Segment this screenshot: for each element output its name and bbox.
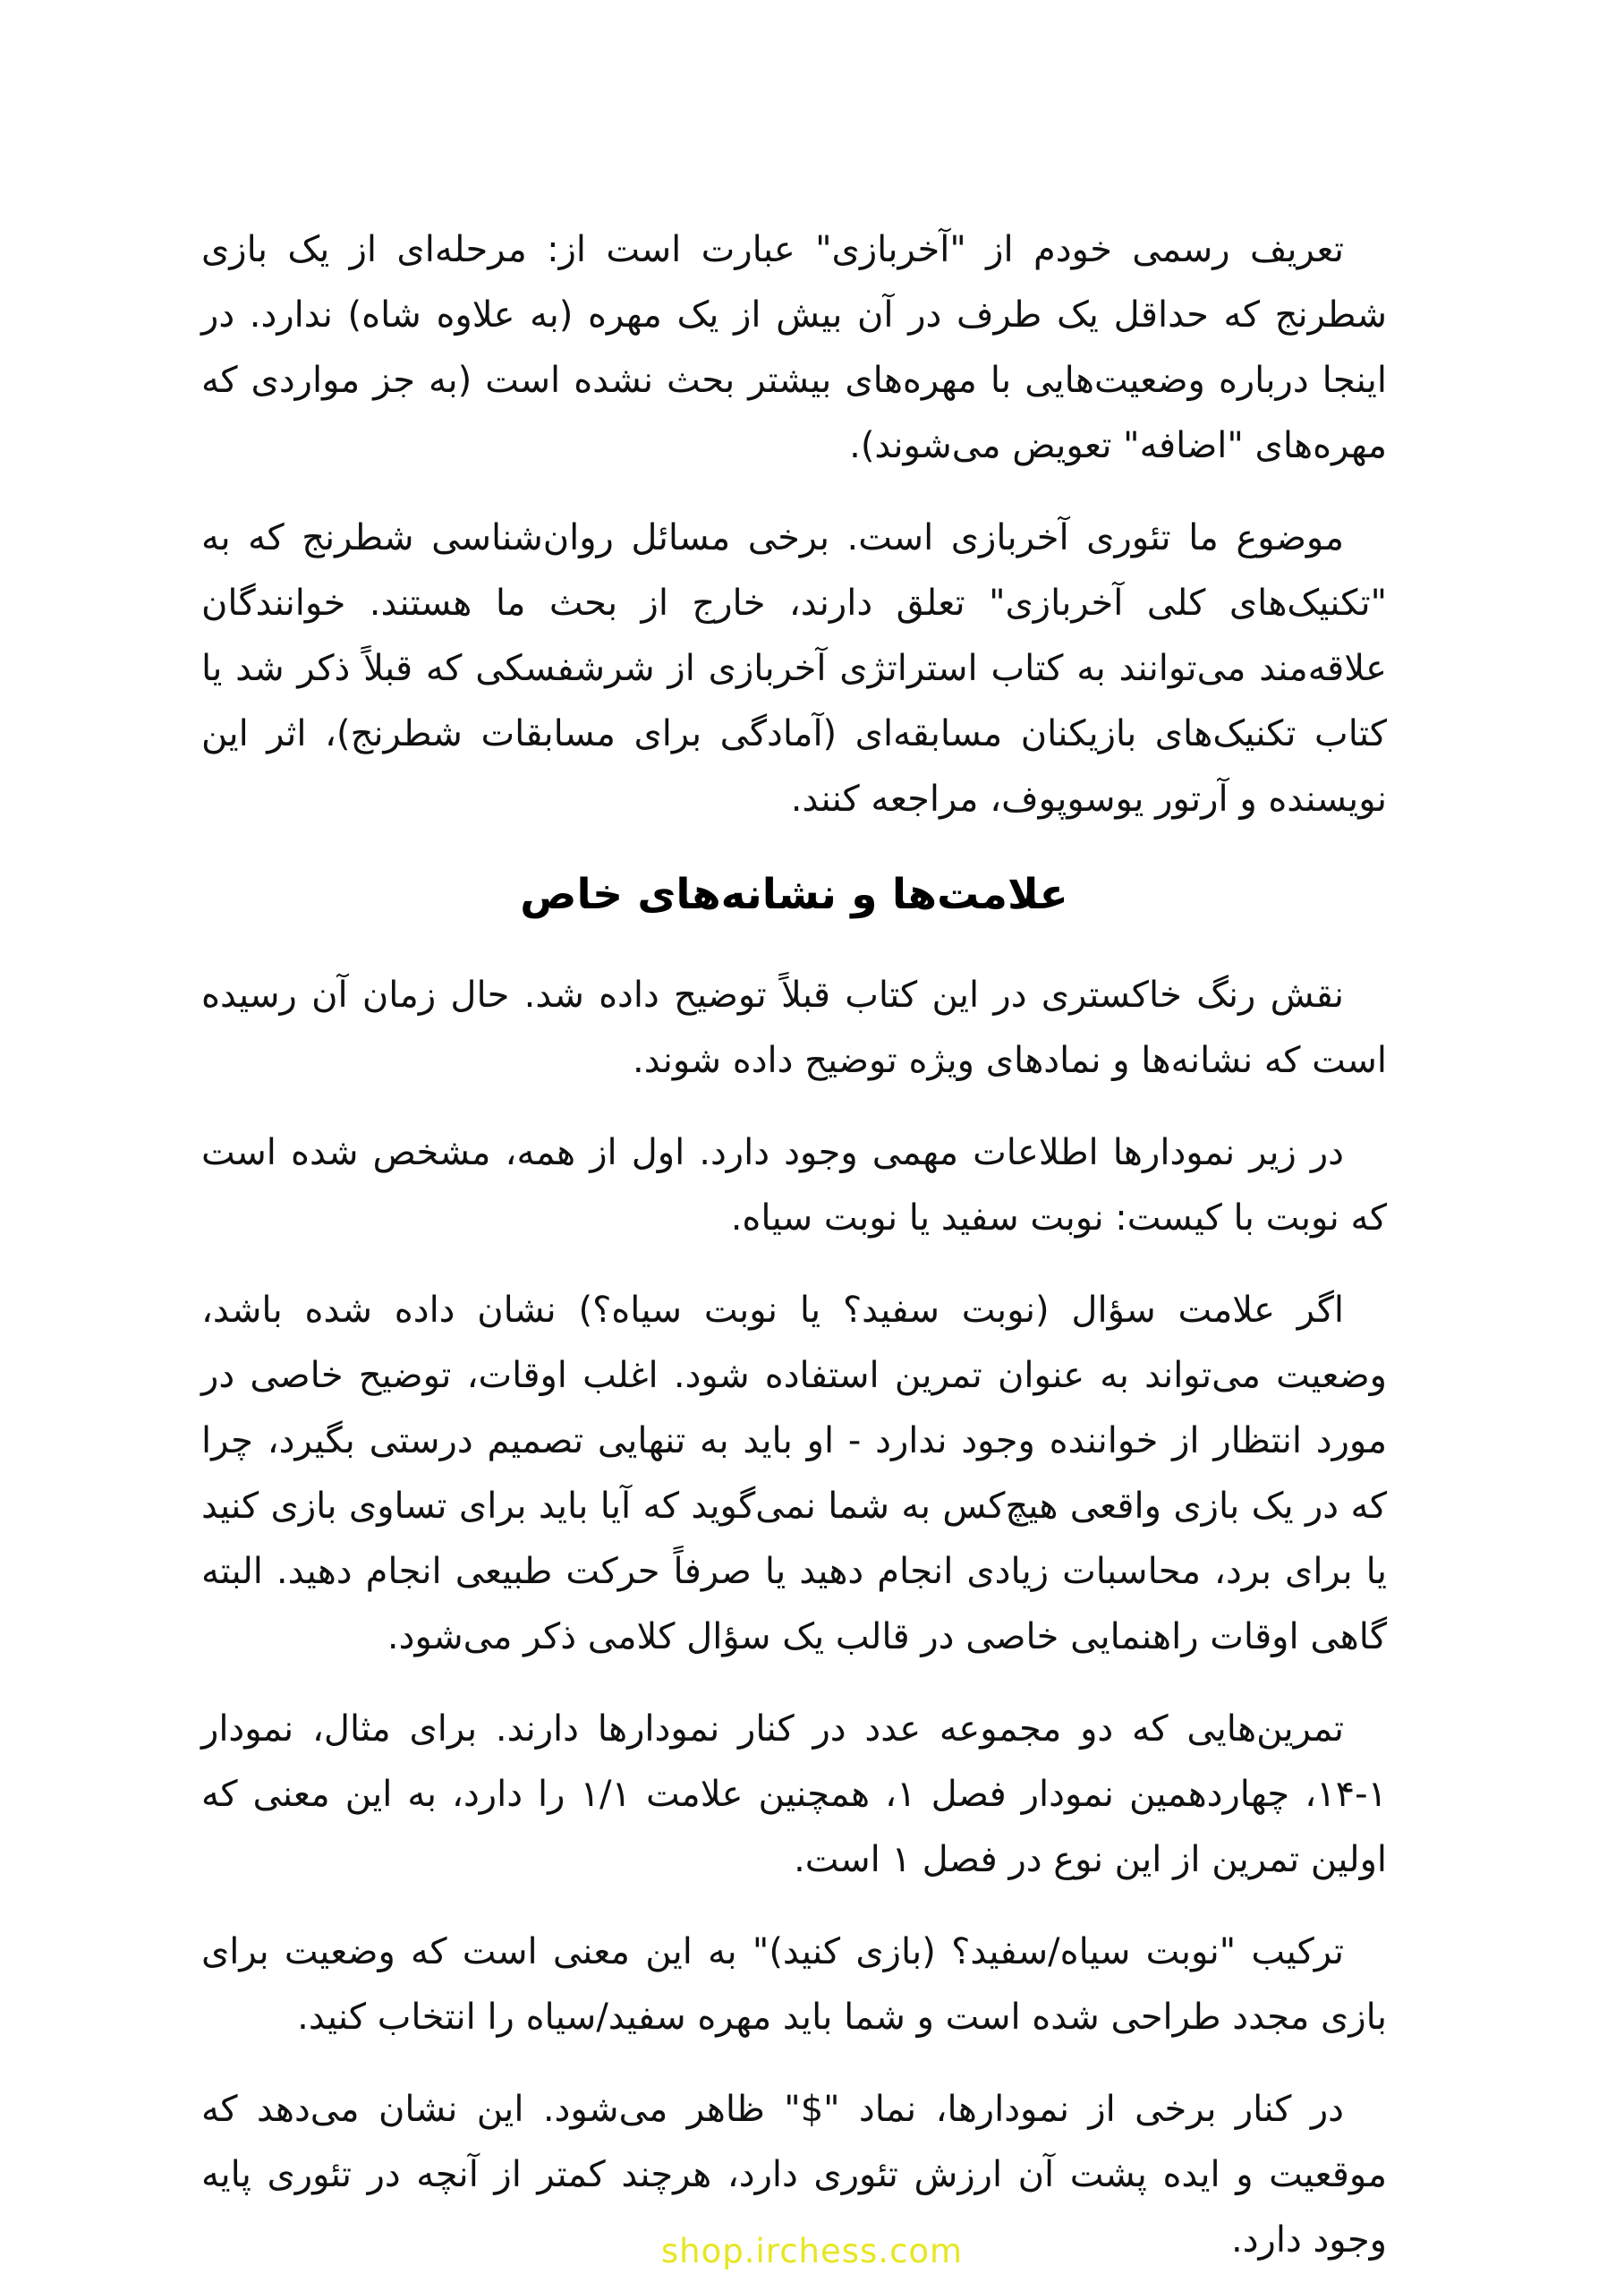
body-paragraph: تعریف رسمی خودم از "آخربازی" عبارت است از: مرحله‌ای از یک بازی شطرنج که حداقل یک طرف در آن بیش از یک مهره (به علاوه شاه) ندارد. در اینجا درباره وضعیت‌هایی با مهره‌های بیشتر بحث نشده است (به جز مواردی که مهره‌های "اضافه" تعویض می‌شوند). xyxy=(201,229,1387,466)
document-body xyxy=(201,217,1387,2291)
page-footer xyxy=(0,2232,1624,2271)
body-paragraph: در کنار برخی از نمودارها، نماد "$" ظاهر می‌شود. این نشان می‌دهد که موقعیت و ایده پشت آن ارزش تئوری دارد، هرچند کمتر از آنچه در تئوری پایه وجود دارد. xyxy=(201,2089,1387,2261)
body-paragraph: اگر علامت سؤال (نوبت سفید؟ یا نوبت سیاه؟) نشان داده شده باشد، وضعیت می‌تواند به عنوان تمرین استفاده شود. اغلب اوقات، توضیح خاصی در مورد انتظار از خواننده وجود ندارد - او باید به تنهایی تصمیم درستی بگیرد، چرا که در یک بازی واقعی هیچ‌کس به شما نمی‌گوید که آیا باید برای تساوی بازی کنید یا برای برد، محاسبات زیادی انجام دهید یا صرفاً حرکت طبیعی انجام دهید. البته گاهی اوقات راهنمایی خاصی در قالب یک سؤال کلامی ذکر می‌شود. xyxy=(201,1290,1387,1657)
section-heading: علامت‌ها و نشانه‌های خاص xyxy=(520,870,1068,919)
body-paragraph: تمرین‌هایی که دو مجموعه عدد در کنار نمودارها دارند. برای مثال، نمودار ۱-۱۴، چهاردهمین نمودار فصل ۱، همچنین علامت ۱/۱ را دارد، به این معنی که اولین تمرین از این نوع در فصل ۱ است. xyxy=(201,1708,1388,1880)
body-paragraph: نقش رنگ خاکستری در این کتاب قبلاً توضیح داده شد. حال زمان آن رسیده است که نشانه‌ها و نمادهای ویژه توضیح داده شوند. xyxy=(201,975,1387,1081)
body-paragraph: در زیر نمودارها اطلاعات مهمی وجود دارد. اول از همه، مشخص شده است که نوبت با کیست: نوبت سفید یا نوبت سیاه. xyxy=(201,1132,1387,1239)
body-paragraph: ترکیب "نوبت سیاه/سفید؟ (بازی کنید)" به این معنی است که وضعیت برای بازی مجدد طراحی شده است و شما باید مهره سفید/سیاه را انتخاب کنید. xyxy=(201,1931,1387,2038)
body-paragraph: موضوع ما تئوری آخربازی است. برخی مسائل روان‌شناسی شطرنج که به "تکنیک‌های کلی آخربازی" تعلق دارند، خارج از بحث ما هستند. خوانندگان علاقه‌مند می‌توانند به کتاب استراتژی آخربازی از شرشفسکی که قبلاً ذکر شد یا کتاب تکنیک‌های بازیکنان مسابقه‌ای (آمادگی برای مسابقات شطرنج)، اثر این نویسنده و آرتور یوسوپوف، مراجعه کنند. xyxy=(201,517,1387,820)
footer-watermark: shop.irchess.com xyxy=(660,2232,964,2270)
